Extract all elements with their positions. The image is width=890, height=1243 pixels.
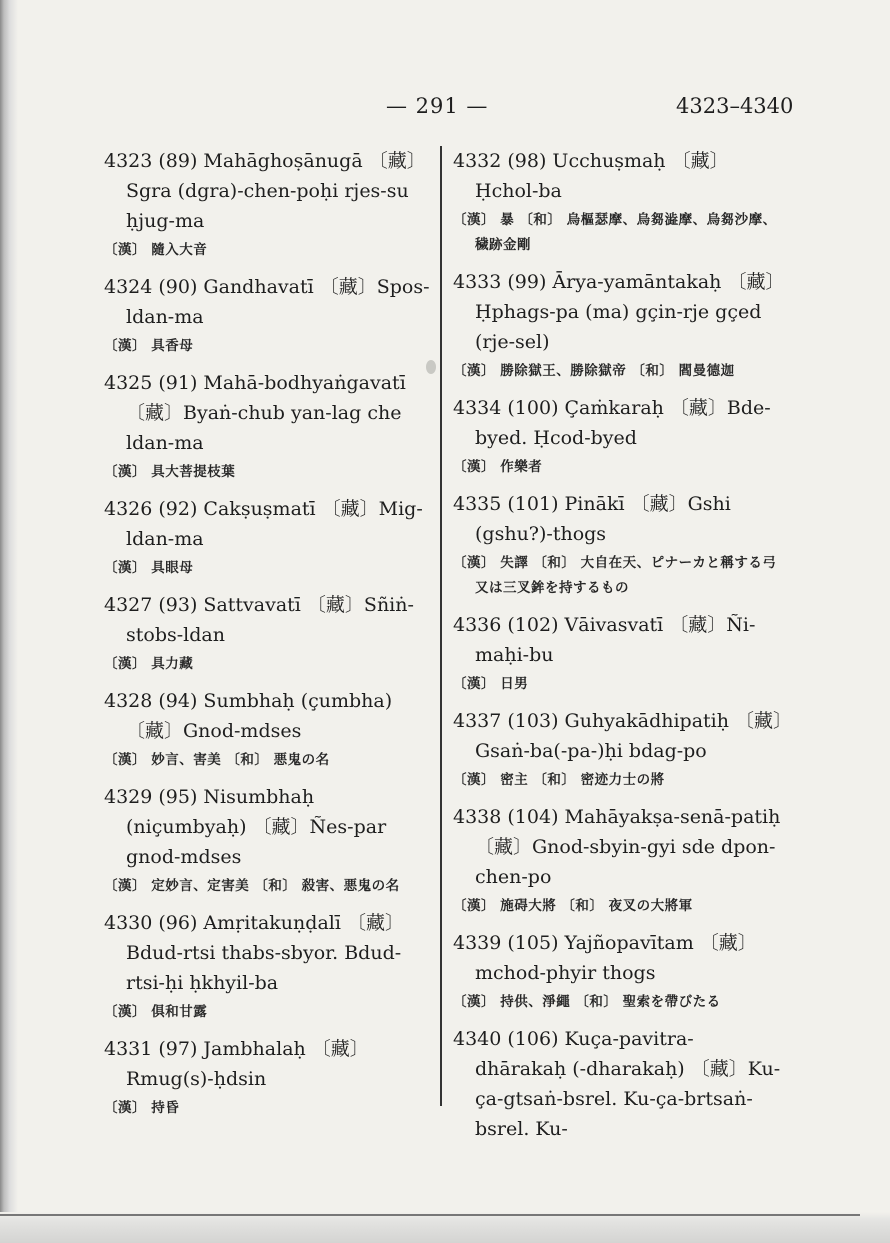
entry-headword: 4334 (100) Çaṁkaraḥ 〔藏〕Bde-byed. Ḥcod-byed: [453, 397, 771, 449]
dictionary-entry: [453, 928, 783, 1015]
entry-gloss: 〔漢〕 密主 〔和〕 密迹力士の將: [453, 772, 665, 788]
dictionary-entry: [453, 610, 783, 697]
entry-headword: 4331 (97) Jambhalaḥ 〔藏〕Rmug(s)-ḥdsin: [104, 1038, 369, 1090]
page-number: — 291 —: [386, 94, 489, 118]
entry-headword: 4327 (93) Sattvavatī 〔藏〕Sñiṅ-stobs-ldan: [104, 594, 414, 646]
entry-gloss: 〔漢〕 勝除獄王、勝除獄帝 〔和〕 閻曼德迦: [453, 363, 735, 379]
page-edge-shadow: [0, 0, 18, 1243]
entry-gloss: 〔漢〕 施碍大將 〔和〕 夜叉の大將軍: [453, 898, 693, 914]
entry-gloss: 〔漢〕 日男: [453, 676, 529, 692]
dictionary-entry: [453, 1024, 783, 1144]
dictionary-entry: [104, 590, 432, 677]
dictionary-entry: [104, 272, 432, 359]
entry-gloss: 〔漢〕 定妙言、定害美 〔和〕 殺害、悪鬼の名: [104, 878, 400, 894]
dictionary-entry: [453, 706, 783, 793]
dictionary-entry: [453, 393, 783, 480]
dictionary-entry: [453, 802, 783, 919]
dictionary-entry: [104, 686, 432, 773]
page-bottom-edge: [0, 1212, 890, 1243]
entry-headword: 4323 (89) Mahāghoṣānugā 〔藏〕Sgra (dgra)-chen-poḥi rjes-su ḥjug-ma: [104, 150, 426, 232]
entry-headword: 4329 (95) Nisumbhaḥ (niçumbyaḥ) 〔藏〕Ñes-par gnod-mdses: [104, 786, 387, 868]
entry-headword: 4326 (92) Cakṣuṣmatī 〔藏〕Mig-ldan-ma: [104, 498, 423, 550]
entry-gloss: 〔漢〕 俱和甘露: [104, 1004, 208, 1020]
column-divider: [440, 146, 442, 1106]
entry-gloss: 〔漢〕 具香母: [104, 338, 194, 354]
entry-gloss: 〔漢〕 暴 〔和〕 烏樞瑟摩、烏芻澁摩、烏芻沙摩、穢跡金剛: [453, 212, 777, 253]
entry-headword: 4325 (91) Mahā-bodhyaṅgavatī 〔藏〕Byaṅ-chub yan-lag che ldan-ma: [104, 372, 406, 454]
entry-headword: 4338 (104) Mahāyakṣa-senā-patiḥ 〔藏〕Gnod-sbyin-gyi sde dpon-chen-po: [453, 806, 781, 888]
entry-headword: 4339 (105) Yajñopavītam 〔藏〕mchod-phyir thogs: [453, 932, 757, 984]
dictionary-entry: [104, 1034, 432, 1121]
entry-headword: 4340 (106) Kuça-pavitra-dhārakaḥ (-dharakaḥ) 〔藏〕Ku-ça-gtsaṅ-bsrel. Ku-ça-brtsaṅ-bsrel. Ku-: [453, 1028, 781, 1140]
entry-gloss: 〔漢〕 持供、淨繩 〔和〕 聖索を帶びたる: [453, 994, 721, 1010]
dictionary-entry: [104, 908, 432, 1025]
dictionary-entry: [104, 368, 432, 485]
entry-headword: 4332 (98) Ucchuṣmaḥ 〔藏〕Ḥchol-ba: [453, 150, 729, 202]
entry-headword: 4336 (102) Vāivasvatī 〔藏〕Ñi-maḥi-bu: [453, 614, 756, 666]
dictionary-entry: [104, 146, 432, 263]
entry-gloss: 〔漢〕 具眼母: [104, 560, 194, 576]
dictionary-entry: [453, 146, 783, 258]
entry-headword: 4330 (96) Amṛitakuṇḍalī 〔藏〕Bdud-rtsi thabs-sbyor. Bdud-rtsi-ḥi ḥkhyil-ba: [104, 912, 404, 994]
entry-gloss: 〔漢〕 具力藏: [104, 656, 194, 672]
entry-headword: 4335 (101) Pinākī 〔藏〕Gshi (gshu?)-thogs: [453, 493, 731, 545]
entry-gloss: 〔漢〕 持昏: [104, 1100, 180, 1116]
bottom-rule: [0, 1214, 860, 1216]
entry-gloss: 〔漢〕 隨入大音: [104, 242, 208, 258]
entry-gloss: 〔漢〕 作樂者: [453, 459, 543, 475]
page-header: [0, 92, 890, 122]
entry-headword: 4333 (99) Ārya-yamāntakaḥ 〔藏〕Ḥphags-pa (ma) gçin-rje gçed (rje-sel): [453, 271, 775, 353]
right-column: [453, 146, 783, 1153]
dictionary-entry: [104, 782, 432, 899]
dictionary-entry: [453, 489, 783, 601]
dictionary-entry: [453, 267, 783, 384]
dictionary-entry: [104, 494, 432, 581]
entry-headword: 4337 (103) Guhyakādhipatiḥ 〔藏〕Gsaṅ-ba(-pa-)ḥi bdag-po: [453, 710, 783, 762]
entry-headword: 4324 (90) Gandhavatī 〔藏〕Spos-ldan-ma: [104, 276, 430, 328]
entry-range: 4323–4340: [676, 94, 794, 118]
left-column: [104, 146, 432, 1130]
entry-gloss: 〔漢〕 妙言、害美 〔和〕 悪鬼の名: [104, 752, 330, 768]
entry-gloss: 〔漢〕 具大菩提枝葉: [104, 464, 236, 480]
entry-gloss: 〔漢〕 失譯 〔和〕 大自在天、ピナーカと稱する弓又は三叉鉾を持するもの: [453, 555, 777, 596]
entry-headword: 4328 (94) Sumbhaḥ (çumbha) 〔藏〕Gnod-mdses: [104, 690, 393, 742]
